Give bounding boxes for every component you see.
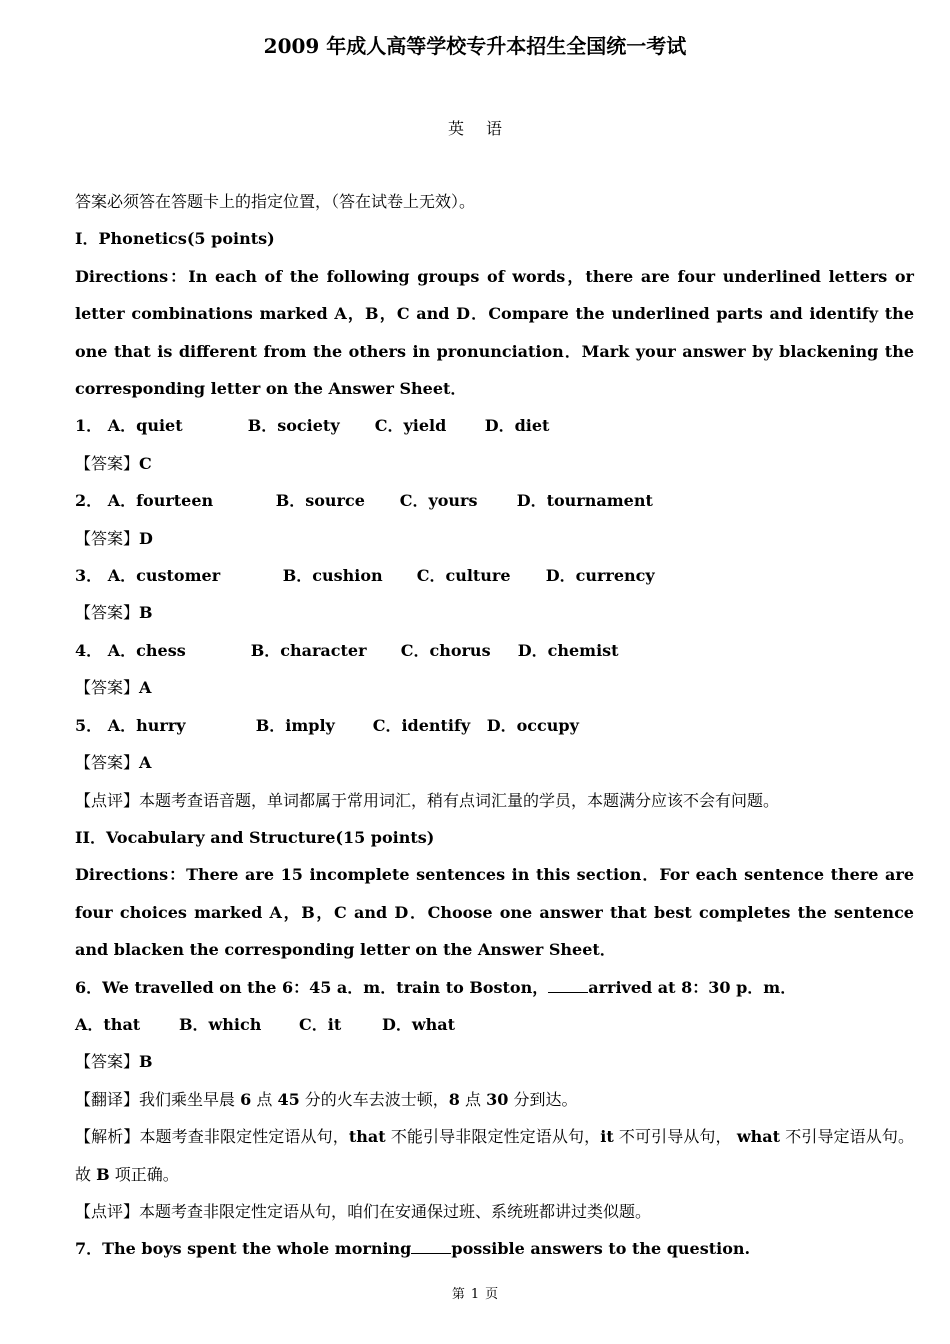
analysis-label: 【解析】 [75, 1127, 140, 1147]
answer-2 [37, 520, 914, 557]
option-a: A．fourteen [107, 491, 214, 511]
option-b: B．source [275, 491, 365, 511]
option-b: B．society [247, 416, 340, 436]
answer-value: A [139, 678, 152, 698]
option-d: D．diet [484, 416, 550, 436]
option-a: A．quiet [107, 416, 183, 436]
answer-value: A [139, 753, 152, 773]
question-number: 3． [75, 566, 103, 586]
section-1-directions: Directions：In each of the following groups of words，there are four underlined letters or letter combinations marked A，B，C and D．Compare the underlined parts and identify the one that is different from the others in pronunciation．Mark your answer by blackening the corresponding letter on the Answer Sheet． [75, 266, 914, 399]
question-6-options [37, 1006, 914, 1043]
question-7 [37, 1230, 914, 1267]
question-4 [37, 632, 914, 669]
option-c: C．yours [399, 491, 478, 511]
option-a: A．customer [107, 566, 221, 586]
page-title: 2009 年成人高等学校专升本招生全国统一考试 [263, 34, 687, 58]
answer-label: 【答案】 [75, 603, 140, 623]
option-d: D．chemist [517, 640, 619, 660]
option-d: D．tournament [516, 491, 653, 511]
question-2 [37, 482, 914, 519]
answer-label: 【答案】 [75, 678, 140, 698]
question-6 [37, 969, 914, 1006]
option-c: C．it [299, 1014, 342, 1034]
page-number: 1 [470, 1287, 480, 1302]
page-footer: 第 1 页 [451, 1287, 499, 1302]
option-b: B．which [179, 1014, 262, 1034]
answer-value: D [139, 528, 153, 548]
answer-label: 【答案】 [75, 528, 140, 548]
answer-blank [548, 978, 588, 993]
answer-label: 【答案】 [75, 753, 140, 773]
question-number: 4． [75, 640, 103, 660]
question-stem-start: 6．We travelled on the 6：45 a．m．train to Boston， [75, 977, 549, 997]
answer-value: C [139, 453, 152, 473]
answer-1 [37, 445, 914, 482]
option-c: C．identify [372, 715, 471, 735]
answer-value: B [139, 1052, 153, 1072]
section-2-heading: II．Vocabulary and Structure(15 points) [75, 827, 435, 847]
document-body [37, 183, 914, 1268]
option-d: D．currency [545, 566, 655, 586]
comment-text: 本题考查语音题，单词都属于常用词汇，稍有点词汇量的学员，本题满分应该不会有问题。 [139, 790, 780, 810]
option-d: D．occupy [486, 715, 579, 735]
question-1 [37, 407, 914, 444]
comment-text: 本题考查非限定性定语从句，咱们在安通保过班、系统班都讲过类似题。 [139, 1201, 652, 1221]
question-5 [37, 707, 914, 744]
answer-blank [411, 1239, 451, 1254]
option-c: C．culture [416, 566, 511, 586]
question-number: 1． [75, 416, 103, 436]
comment-label: 【点评】 [75, 790, 140, 810]
translation-6: 【翻译】我们乘坐早晨 6 点 45 分的火车去波士顿，8 点 30 分到达。 [75, 1089, 578, 1109]
question-stem-end: possible answers to the question. [451, 1239, 751, 1259]
option-b: B．imply [255, 715, 335, 735]
option-c: C．yield [374, 416, 447, 436]
option-d: D．what [382, 1014, 456, 1034]
question-number: 2． [75, 491, 103, 511]
option-a: A．hurry [107, 715, 186, 735]
option-b: B．character [250, 640, 367, 660]
section-2-directions: Directions：There are 15 incomplete sentences in this section．For each sentence there are four choices marked A，B，C and D．Choose one answer that best completes the sentence and blacken the corresponding letter on the Answer Sheet． [75, 865, 915, 960]
option-b: B．cushion [282, 566, 383, 586]
answer-3 [37, 594, 914, 631]
answer-value: B [139, 603, 153, 623]
option-c: C．chorus [400, 640, 491, 660]
subject-heading: 英语 [447, 119, 524, 138]
answer-4 [37, 669, 914, 706]
translation-label: 【翻译】 [75, 1089, 140, 1109]
answer-label: 【答案】 [75, 453, 140, 473]
question-number: 5． [75, 715, 103, 735]
section-1-heading: I．Phonetics(5 points) [75, 229, 275, 249]
comment-6 [37, 1193, 914, 1230]
answer-6 [37, 1043, 914, 1080]
question-3 [37, 557, 914, 594]
instruction-note: 答案必须答在答题卡上的指定位置，（答在试卷上无效）。 [75, 192, 476, 211]
comment-label: 【点评】 [75, 1201, 140, 1221]
section-1-comment [37, 782, 914, 819]
option-a: A．that [75, 1014, 141, 1034]
option-a: A．chess [107, 640, 186, 660]
question-stem-start: 7．The boys spent the whole morning [75, 1239, 412, 1259]
answer-5 [37, 744, 914, 781]
analysis-6: 【解析】本题考查非限定性定语从句，that 不能引导非限定性定语从句，it 不可引导从句， what 不引导定语从句。故 B 项正确。 [75, 1127, 914, 1184]
answer-label: 【答案】 [75, 1052, 140, 1072]
question-stem-end: arrived at 8：30 p．m． [588, 977, 797, 997]
